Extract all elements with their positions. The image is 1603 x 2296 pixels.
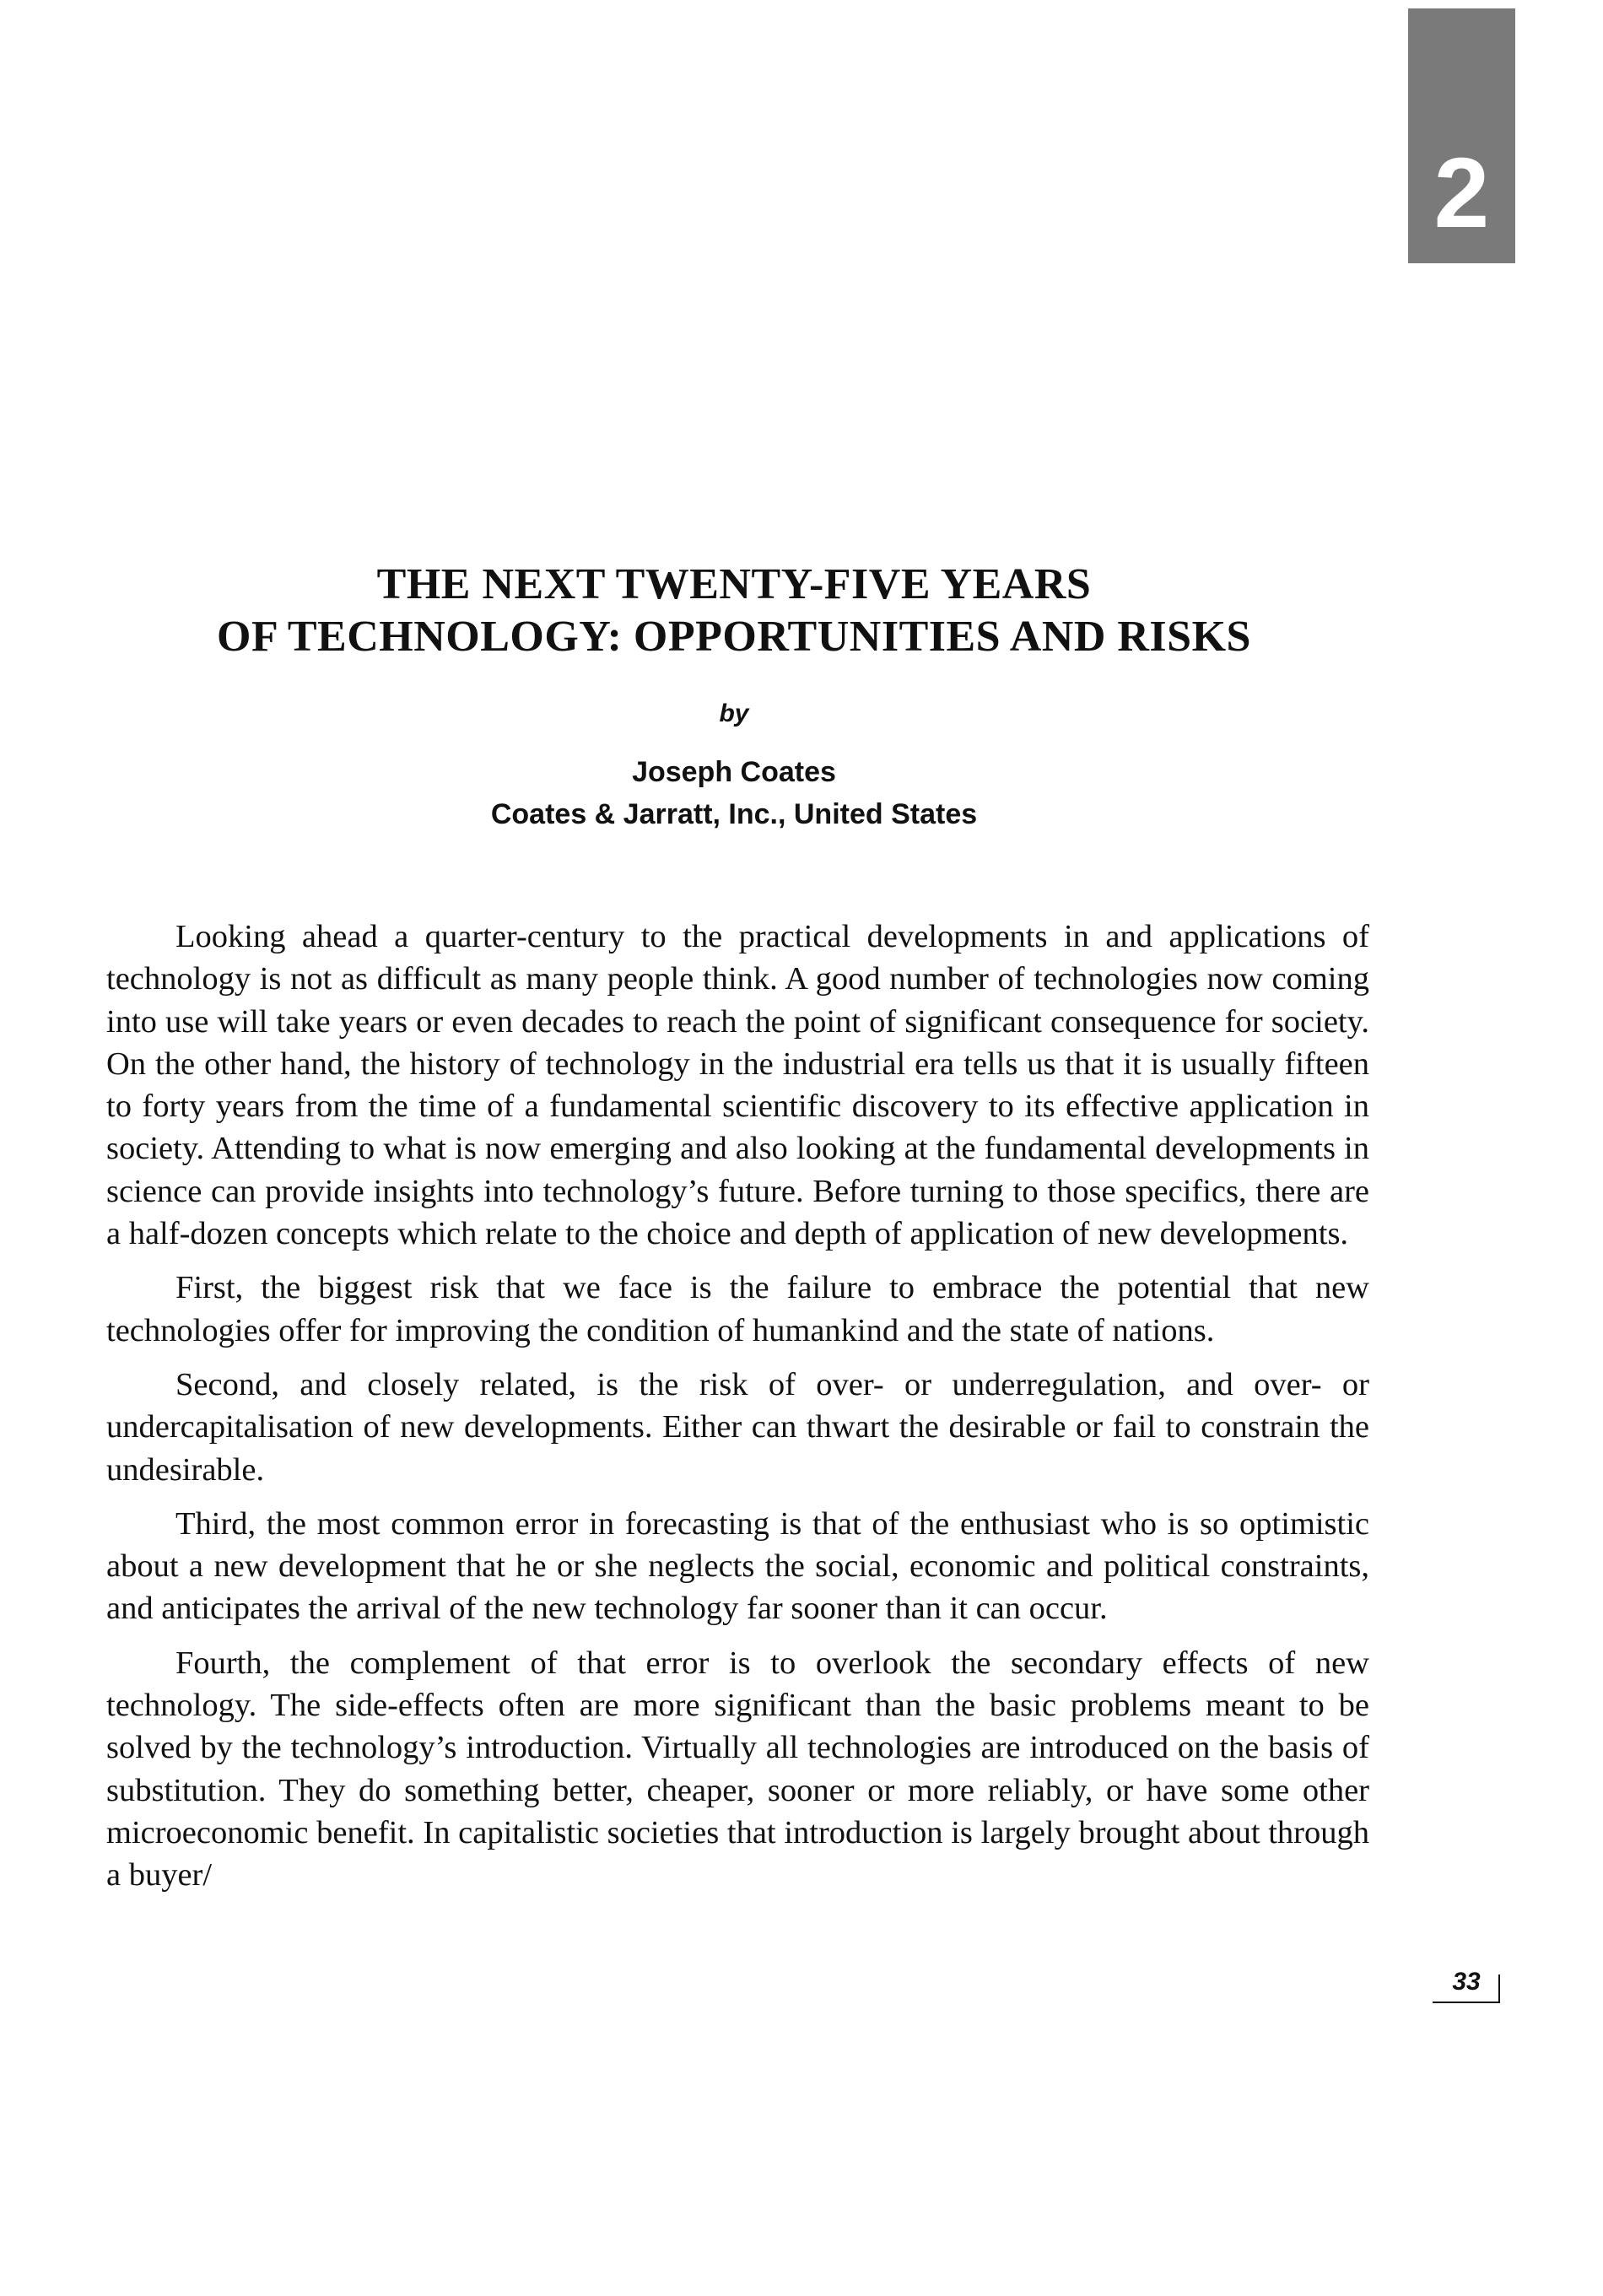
page-number: 33	[1452, 1968, 1481, 1996]
paragraph-2: First, the biggest risk that we face is the failure to embrace the potential that new technologies offer for improving the condition of humankind and the state of nations.	[106, 1270, 1369, 1348]
byline	[0, 697, 1468, 835]
author-name: Joseph Coates	[632, 756, 836, 788]
article-body	[106, 916, 1369, 1897]
paragraph-1: Looking ahead a quarter-century to the practical developments in and applications of technology is not as difficult as many people think. A good number of technologies now coming into use will take years or even decades to reach the point of significant consequence for society. On the other hand, the history of technology in the industrial era tells us that it is usually fifteen to forty years from the time of a fundamental scientific discovery to its effective application in society. Attending to what is now emerging and also looking at the fundamental developments in science can provide insights into technology’s future. Before turning to those specifics, there are a half-dozen concepts which relate to the choice and depth of application of new developments.	[106, 919, 1369, 1252]
paragraph-3: Second, and closely related, is the risk of over- or underregulation, and over- or undercapitalisation of new developments. Either can thwart the desirable or fail to constrain the undesirable.	[106, 1366, 1369, 1488]
page-number-underline	[1433, 2002, 1498, 2003]
chapter-number: 2	[1433, 138, 1490, 249]
paragraph-4: Third, the most common error in forecasting is that of the enthusiast who is so optimistic about a new development that he or she neglects the social, economic and political constraints, and anticipates the arrival of the new technology far sooner than it can occur.	[106, 1505, 1369, 1627]
page-number-tick	[1498, 1975, 1500, 2003]
byline-by: by	[719, 700, 749, 727]
title-line-1: THE NEXT TWENTY-FIVE YEARS	[376, 560, 1092, 608]
paragraph-5: Fourth, the complement of that error is to overlook the secondary effects of new technology. The side-effects often are more significant than the basic problems meant to be solved by the technology’s introduction. Virtually all technologies are introduced on the basis of substitution. They do something better, cheaper, sooner or more reliably, or have some other microeconomic benefit. In capitalistic societies that introduction is largely brought about through a buyer/	[106, 1645, 1369, 1894]
article-title	[0, 559, 1468, 663]
chapter-tab	[1408, 8, 1515, 263]
author-affiliation: Coates & Jarratt, Inc., United States	[490, 798, 978, 830]
title-line-2: OF TECHNOLOGY: OPPORTUNITIES AND RISKS	[217, 613, 1251, 661]
